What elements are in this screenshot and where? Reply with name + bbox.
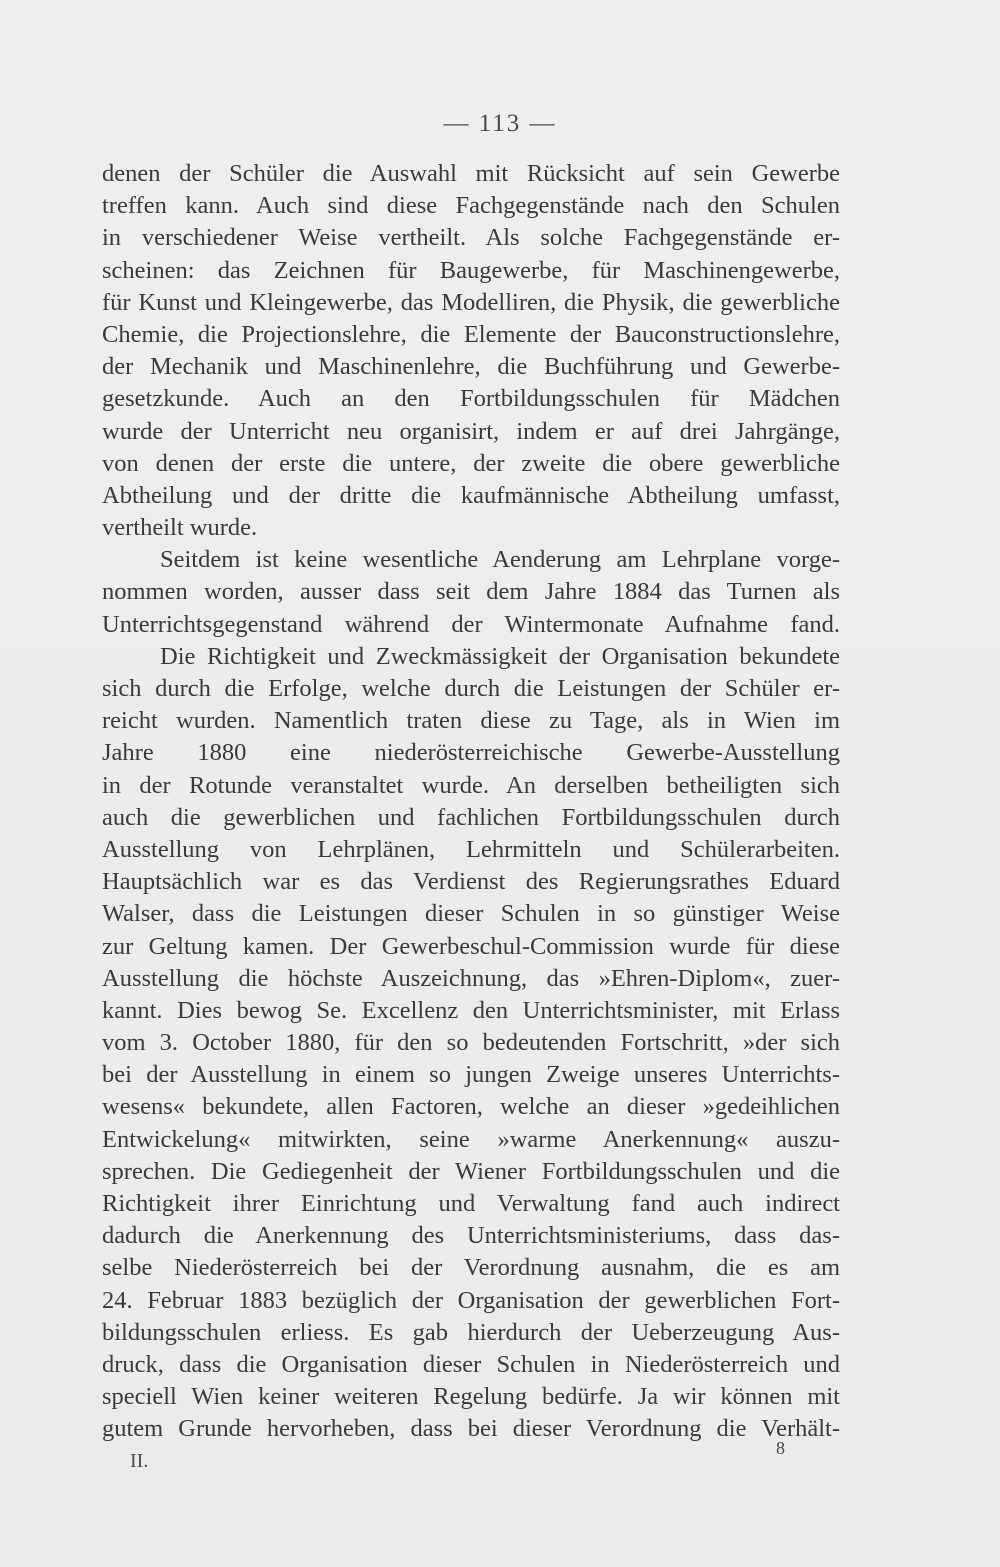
text-line: wurde der Unterricht neu organisirt, indem er auf drei Jahrgänge, [102,417,840,445]
text-line: reicht wurden. Namentlich traten diese zu Tage, als in Wien im [102,707,840,735]
text-line: in verschiedener Weise vertheilt. Als solche Fachgegenstände er- [102,224,840,252]
text-line: Richtigkeit ihrer Einrichtung und Verwaltung fand auch indirect [102,1190,840,1217]
sheet-number: 8 [776,1438,785,1458]
text-line: denen der Schüler die Auswahl mit Rücksicht auf sein Gewerbe [102,160,840,187]
text-line: nommen worden, ausser dass seit dem Jahre 1884 das Turnen als [102,578,840,606]
text-line: Walser, dass die Leistungen dieser Schulen in so günstiger Weise [102,900,840,928]
text-line: von denen der erste die untere, der zweite die obere gewerbliche [102,449,840,477]
text-line: druck, dass die Organisation dieser Schulen in Niederösterreich und [102,1350,840,1378]
text-line: Die Richtigkeit und Zweckmässigkeit der Organisation bekundete [160,642,840,670]
text-line: dadurch die Anerkennung des Unterrichtsministeriums, dass das- [102,1222,840,1250]
text-line: Ausstellung von Lehrplänen, Lehrmitteln und Schülerarbeiten. [102,835,840,863]
text-line: Entwickelung« mitwirkten, seine »warme Anerkennung« auszu- [102,1125,840,1153]
text-line: Seitdem ist keine wesentliche Aenderung am Lehrplane vorge- [160,546,840,574]
page-number: — 113 — [443,110,557,137]
text-line: selbe Niederösterreich bei der Verordnung ausnahm, die es am [102,1254,840,1282]
text-line: in der Rotunde veranstaltet wurde. An derselben betheiligten sich [102,771,840,799]
text-line: Hauptsächlich war es das Verdienst des Regierungsrathes Eduard [102,868,840,896]
text-line: scheinen: das Zeichnen für Baugewerbe, für Maschinengewerbe, [102,256,840,284]
text-line: speciell Wien keiner weiteren Regelung bedürfe. Ja wir können mit [102,1383,840,1411]
text-line: der Mechanik und Maschinenlehre, die Buchführung und Gewerbe- [102,353,840,381]
signature-mark: II. [130,1450,149,1472]
text-line: wesens« bekundete, allen Factoren, welche an dieser »gedeihlichen [102,1093,840,1121]
text-line: Ausstellung die höchste Auszeichnung, das »Ehren-Diplom«, zuer- [102,964,840,992]
text-line: vom 3. October 1880, für den so bedeutenden Fortschritt, »der sich [102,1029,840,1057]
text-line: Jahre 1880 eine niederösterreichische Gewerbe-Ausstellung [102,739,840,767]
text-line: Chemie, die Projectionslehre, die Elemente der Bauconstructionslehre, [102,320,840,348]
text-line: sprechen. Die Gediegenheit der Wiener Fortbildungsschulen und die [102,1157,840,1185]
text-line: Abtheilung und der dritte die kaufmännische Abtheilung umfasst, [102,481,840,509]
text-line: treffen kann. Auch sind diese Fachgegenstände nach den Schulen [102,192,840,220]
text-line: gutem Grunde hervorheben, dass bei dieser Verordnung die Verhält- [102,1415,840,1443]
body-text [102,158,840,1446]
text-line: Unterrichtsgegenstand während der Wintermonate Aufnahme fand. [102,610,840,638]
text-line: bildungsschulen erliess. Es gab hierdurch der Ueberzeugung Aus- [102,1318,840,1346]
text-line: auch die gewerblichen und fachlichen Fortbildungsschulen durch [102,803,840,831]
text-line: für Kunst und Kleingewerbe, das Modelliren, die Physik, die gewerbliche [102,288,840,316]
text-line: bei der Ausstellung in einem so jungen Zweige unseres Unterrichts- [102,1061,840,1089]
text-line: gesetzkunde. Auch an den Fortbildungsschulen für Mädchen [102,385,840,413]
text-line: vertheilt wurde. [102,514,258,542]
text-line: sich durch die Erfolge, welche durch die Leistungen der Schüler er- [102,675,840,702]
text-line: kannt. Dies bewog Se. Excellenz den Unterrichtsminister, mit Erlass [102,996,840,1024]
text-line: zur Geltung kamen. Der Gewerbeschul-Commission wurde für diese [102,932,840,960]
text-line: 24. Februar 1883 bezüglich der Organisation der gewerblichen Fort- [102,1286,840,1314]
